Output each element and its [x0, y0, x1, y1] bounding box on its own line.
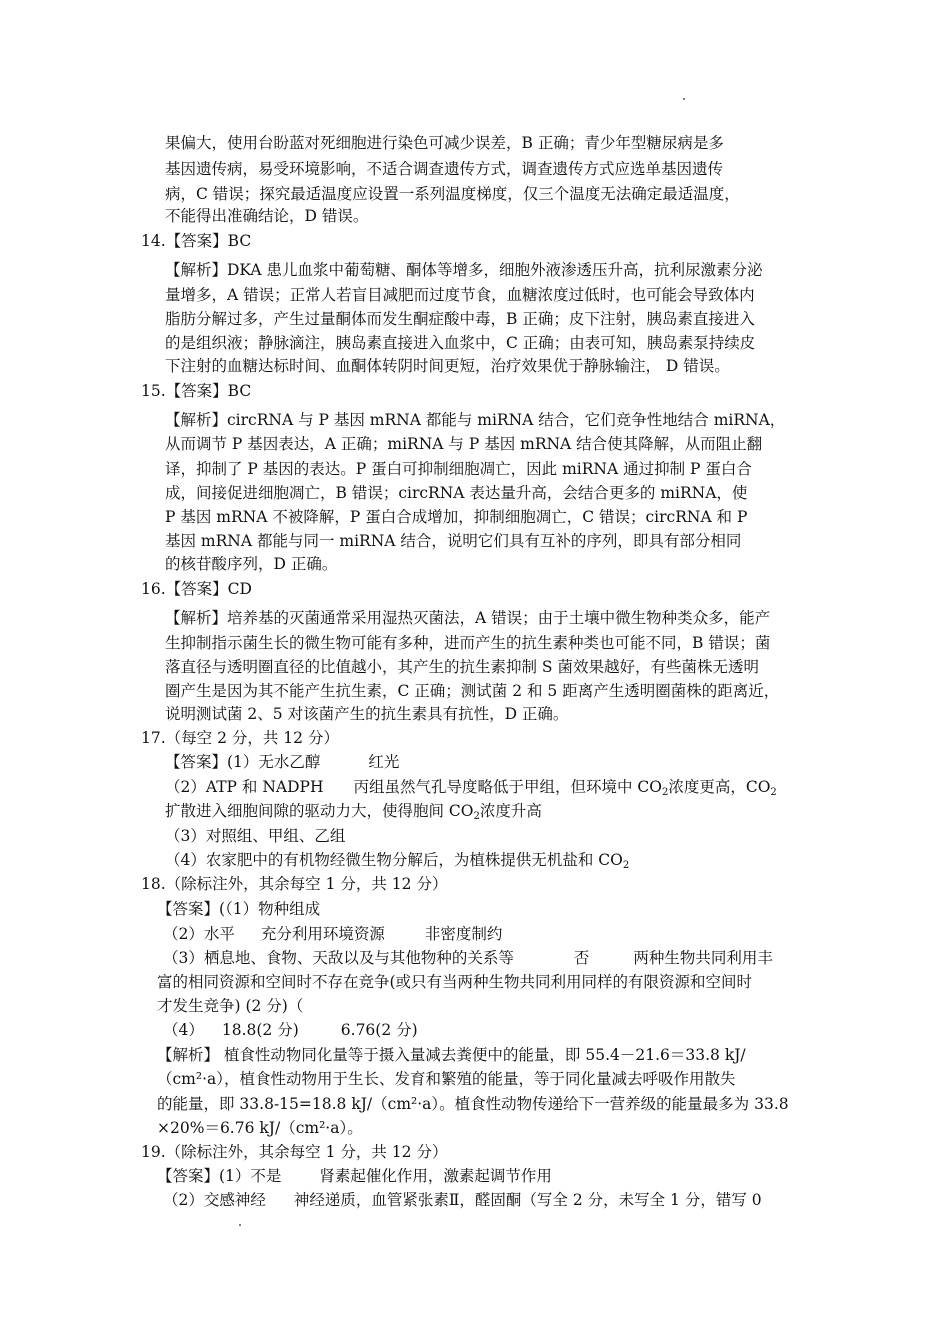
answer-part: （2）交感神经 [163, 1191, 266, 1209]
text-line: 果偏大，使用台盼蓝对死细胞进行染色可减少误差，B 正确；青少年型糖尿病是多 [165, 134, 724, 152]
text-line: 不能得出准确结论，D 错误。 [165, 207, 369, 225]
page-mark-dot [239, 1224, 241, 1226]
text-line [157, 1166, 552, 1186]
text-line: 译，抑制了 P 基因的表达。P 蛋白可抑制细胞凋亡，因此 miRNA 通过抑制 P 蛋白合 [165, 460, 752, 478]
subscript: 2 [473, 811, 480, 822]
text-line: 的核苷酸序列，D 正确。 [165, 555, 338, 573]
text-line [163, 924, 502, 944]
text-line: 下注射的血糖达标时间、血酮体转阴时间更短，治疗效果优于静脉输注， D 错误。 [165, 357, 730, 375]
text-line: 【答案】(（1）物种组成 [157, 900, 321, 918]
text-line: 病，C 错误；探究最适温度应设置一系列温度梯度，仅三个温度无法确定最适温度， [165, 185, 740, 203]
answer-part: 【答案】(1）不是 [157, 1167, 282, 1185]
text-line [165, 777, 777, 797]
answer-part: （4）农家肥中的有机物经微生物分解后，为植株提供无机盐和 CO [165, 851, 623, 869]
subscript: 2 [622, 860, 630, 871]
answer-part: 丙组虽然气孔导度略低于甲组，但环境中 CO [353, 778, 662, 796]
answer-part: 18.8(2 分) [221, 1021, 299, 1039]
text-line: 的能量，即 33.8-15=18.8 kJ/（cm²·a）。植食性动物传递给下一营养级的能量最多为 33.8 [157, 1095, 789, 1113]
answer-part: 红光 [368, 753, 400, 771]
answer-part: 非密度制约 [424, 925, 503, 943]
answer-part: 肾素起催化作用，激素起调节作用 [319, 1167, 552, 1185]
text-line: （3）对照组、甲组、乙组 [165, 827, 346, 845]
answer-part: 否 [573, 949, 590, 967]
answer-part: （3）栖息地、食物、天敌以及与其他物种的关系等 [163, 949, 514, 967]
text-line [165, 850, 629, 870]
text-line: 说明测试菌 2、5 对该菌产生的抗生素具有抗性，D 正确。 [165, 705, 569, 723]
answer-part: （2）ATP 和 NADPH [165, 778, 324, 796]
text-line: （cm²·a），植食性动物用于生长、发育和繁殖的能量，等于同化量减去呼吸作用散失 [157, 1070, 736, 1088]
text-line [163, 948, 773, 968]
question-18-header: 18.（除标注外，其余每空 1 分，共 12 分） [141, 875, 448, 893]
answer-part: 浓度升高 [479, 802, 542, 820]
text-line: 从而调节 P 基因表达，A 正确；miRNA 与 P 基因 mRNA 结合使其降解，从而阻止翻 [165, 435, 763, 453]
text-line [163, 1020, 418, 1040]
question-19-header: 19.（除标注外，其余每空 1 分，共 12 分） [141, 1143, 448, 1161]
text-line: 生抑制指示菌生长的微生物可能有多种，进而产生的抗生素种类也可能不同，B 错误；菌 [165, 634, 771, 652]
question-14-answer: 14.【答案】BC [141, 232, 252, 250]
answer-part: 充分利用环境资源 [260, 925, 385, 943]
answer-part: （4） [163, 1021, 204, 1039]
answer-part: 【答案】(1）无水乙醇 [165, 753, 321, 771]
question-15-answer: 15.【答案】BC [141, 382, 252, 400]
text-line: 落直径与透明圈直径的比值越小，其产生的抗生素抑制 S 菌效果越好，有些菌株无透明 [165, 658, 759, 676]
question-16-answer: 16.【答案】CD [141, 580, 252, 598]
answer-part: （2）水平 [163, 925, 235, 943]
answer-part: 两种生物共同利用丰 [633, 949, 773, 967]
text-line: 【解析】培养基的灭菌通常采用湿热灭菌法，A 错误；由于土壤中微生物种类众多，能产 [165, 609, 771, 627]
text-line: 【解析】 植食性动物同化量等于摄入量减去粪便中的能量，即 55.4－21.6＝33.8 kJ/ [157, 1046, 746, 1064]
text-line [165, 752, 399, 772]
text-line: 【解析】circRNA 与 P 基因 mRNA 都能与 miRNA 结合，它们竞争性地结合 miRNA， [165, 411, 786, 429]
subscript: 2 [661, 787, 669, 798]
answer-part: 扩散进入细胞间隙的驱动力大，使得胞间 CO [165, 802, 474, 820]
text-line [165, 801, 542, 821]
text-line: ×20%＝6.76 kJ/（cm²·a）。 [157, 1119, 363, 1137]
text-line: 圈产生是因为其不能产生抗生素，C 正确；测试菌 2 和 5 距离产生透明圈菌株的距离近， [165, 682, 780, 700]
text-line: 量增多，A 错误；正常人若盲目减肥而过度节食，血糖浓度过低时，也可能会导致体内 [165, 286, 755, 304]
text-line: 才发生竞争) (2 分)（ [157, 997, 304, 1015]
text-line: 脂肪分解过多，产生过量酮体而发生酮症酸中毒，B 正确；皮下注射，胰岛素直接进入 [165, 310, 755, 328]
answer-part: 6.76(2 分) [340, 1021, 418, 1039]
text-line: 的是组织液；静脉滴注，胰岛素直接进入血浆中，C 正确；由表可知，胰岛素泵持续皮 [165, 334, 756, 352]
answer-part: 神经递质，血管紧张素Ⅱ，醛固酮（写全 2 分，未写全 1 分，错写 0 [293, 1191, 762, 1209]
subscript: 2 [770, 787, 777, 798]
text-line: 基因遗传病，易受环境影响，不适合调查遗传方式，调查遗传方式应选单基因遗传 [165, 160, 724, 178]
answer-part: 浓度更高，CO [668, 778, 771, 796]
text-line: P 基因 mRNA 不被降解，P 蛋白合成增加，抑制细胞凋亡，C 错误；circRNA 和 P [165, 508, 748, 526]
text-line: 基因 mRNA 都能与同一 miRNA 结合，说明它们具有互补的序列，即具有部分相同 [165, 532, 742, 550]
text-line [163, 1190, 762, 1210]
question-17-header: 17.（每空 2 分，共 12 分） [141, 729, 339, 747]
text-line: 富的相同资源和空间时不存在竞争(或只有当两种生物共同利用同样的有限资源和空间时 [157, 973, 753, 991]
page-mark-dot [683, 98, 685, 100]
text-line: 成，间接促进细胞凋亡，B 错误；circRNA 表达量升高，会结合更多的 miRNA，使 [165, 484, 748, 502]
text-line: 【解析】DKA 患儿血浆中葡萄糖、酮体等增多，细胞外液渗透压升高，抗利尿激素分泌 [165, 261, 763, 279]
